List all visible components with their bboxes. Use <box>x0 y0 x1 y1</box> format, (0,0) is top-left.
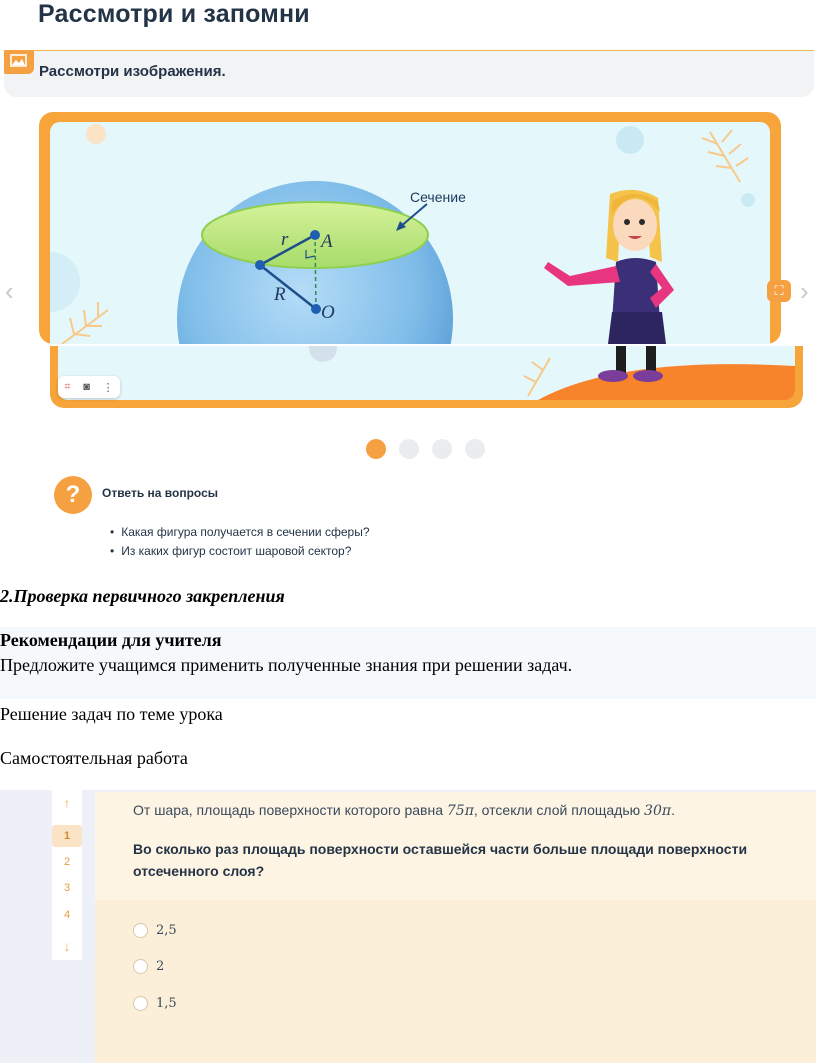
recommendation-text: Предложите учащимся применить полученные знания при решении задач. <box>0 655 573 675</box>
task-value-layer: 30π <box>644 803 672 819</box>
question-icon: ? <box>54 476 92 514</box>
section-label: Сечение <box>410 189 466 205</box>
page-title: Рассмотри и запомни <box>38 0 310 28</box>
task-number-3[interactable]: 3 <box>63 882 71 894</box>
task-question: Во сколько раз площадь поверхности оставшейся части больше площади поверхности отсеченного слоя? <box>133 841 748 879</box>
section-heading: 2.Проверка первичного закрепления <box>0 586 285 606</box>
task-answers-area <box>95 900 816 1063</box>
task-number-1[interactable]: 1 <box>52 825 82 847</box>
question-item: • Из каких фигур состоит шаровой сектор? <box>110 544 351 558</box>
task-number-4[interactable]: 4 <box>63 909 71 921</box>
slide-toolbar <box>58 376 120 398</box>
questions-title: Ответь на вопросы <box>102 486 219 500</box>
ai-icon[interactable]: ⌗ <box>64 380 71 393</box>
slide-bottom-image <box>58 346 795 400</box>
task-value-surface: 75π <box>446 803 474 819</box>
recommendation-title: Рекомендации для учителя <box>0 630 222 650</box>
task-number-list <box>52 790 82 960</box>
task-text-prefix: От шара, площадь поверхности которого равна <box>133 802 447 818</box>
slide-dot-3[interactable] <box>432 439 452 459</box>
answer-option-1[interactable] <box>133 923 177 938</box>
more-icon[interactable]: ⋮ <box>102 381 114 394</box>
paragraph-tasks: Решение задач по теме урока <box>0 704 223 724</box>
label-big-r: R <box>274 284 286 305</box>
slide-dot-1[interactable] <box>366 439 386 459</box>
slide-next-button[interactable]: › <box>800 276 809 306</box>
arrow-down-icon[interactable]: ↓ <box>63 938 71 954</box>
camera-icon[interactable]: ◙ <box>83 381 90 393</box>
banner-text: Рассмотри изображения. <box>39 63 226 80</box>
label-r: r <box>281 229 289 250</box>
task-text-suffix: . <box>671 802 675 818</box>
arrow-up-icon[interactable]: ↑ <box>63 795 71 811</box>
slide-dot-4[interactable] <box>465 439 485 459</box>
slide-image <box>50 122 770 344</box>
image-icon <box>4 50 34 74</box>
label-o: O <box>321 302 335 323</box>
expand-icon: ⛶ <box>774 283 784 298</box>
paragraph-independent-work: Самостоятельная работа <box>0 748 188 768</box>
task-number-2[interactable]: 2 <box>63 856 71 868</box>
answer-label: 2 <box>156 959 165 974</box>
answer-option-3[interactable] <box>133 996 177 1011</box>
answer-option-2[interactable] <box>133 959 164 974</box>
label-a: A <box>321 231 333 252</box>
question-item: • Какая фигура получается в сечении сферы? <box>110 525 370 539</box>
task-statement <box>133 802 675 819</box>
task-text-middle: , отсекли слой площадью <box>473 802 645 818</box>
radio-button[interactable] <box>133 996 148 1011</box>
fullscreen-button[interactable] <box>767 280 791 302</box>
radio-button[interactable] <box>133 959 148 974</box>
answer-label: 2,5 <box>156 923 177 938</box>
radio-button[interactable] <box>133 923 148 938</box>
answer-label: 1,5 <box>156 996 177 1011</box>
slide-prev-button[interactable]: ‹ <box>5 276 14 306</box>
slide-dot-2[interactable] <box>399 439 419 459</box>
